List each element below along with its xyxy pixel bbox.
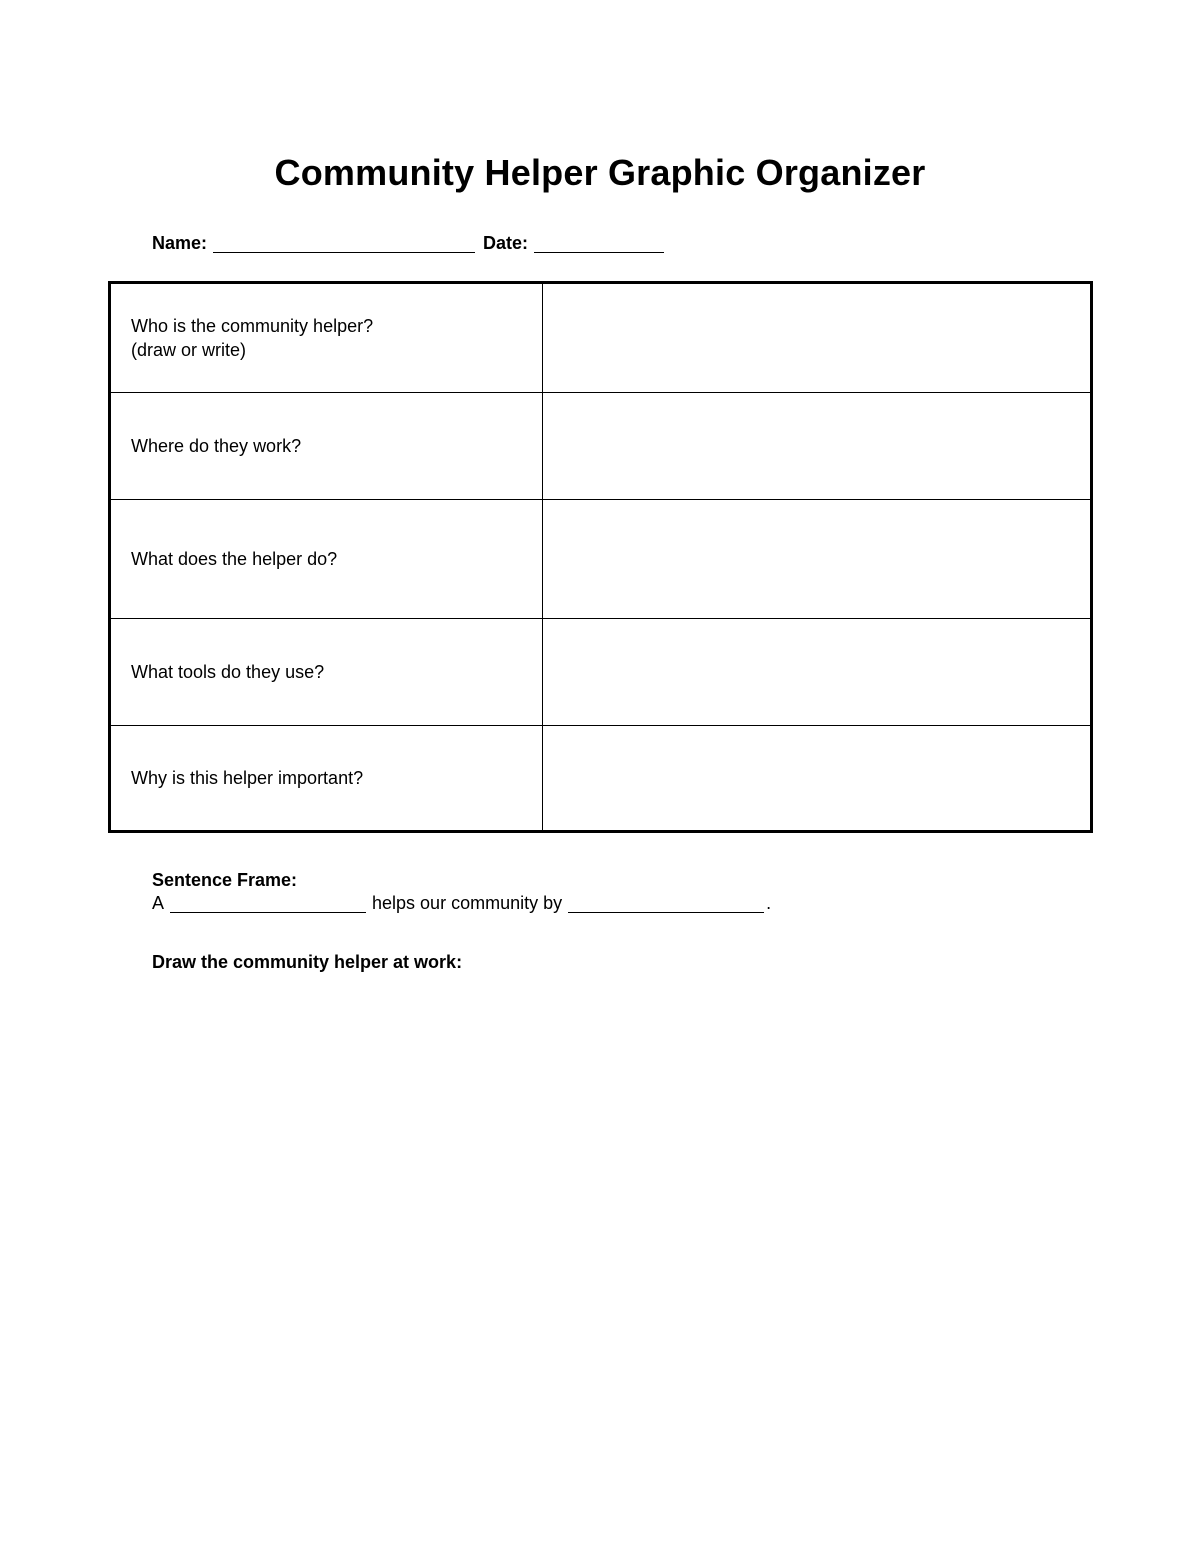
question-text: Where do they work? [131,436,302,456]
name-label: Name: [152,233,208,253]
organizer-table [108,281,1093,833]
answer-cell[interactable] [543,619,1090,725]
action-blank[interactable] [568,894,764,913]
answer-cell[interactable] [543,284,1090,392]
draw-section-label: Draw the community helper at work: [152,952,463,972]
drawing-area[interactable] [152,985,1048,1465]
sentence-frame-label: Sentence Frame: [152,870,298,890]
question-cell [111,619,543,725]
helper-blank[interactable] [170,894,366,913]
name-date-line [152,233,664,254]
sentence-middle: helps our community by [372,893,563,913]
question-text: What does the helper do? [131,549,338,569]
question-subtext: (draw or write) [131,340,247,360]
sentence-suffix: . [766,893,772,913]
name-field[interactable] [213,234,475,253]
table-row [111,619,1090,726]
date-label: Date: [483,233,529,253]
question-text: Who is the community helper? [131,316,374,336]
table-row [111,284,1090,393]
sentence-prefix: A [152,893,165,913]
answer-cell[interactable] [543,500,1090,618]
table-row [111,393,1090,500]
question-cell [111,726,543,830]
question-cell [111,393,543,499]
table-row [111,726,1090,830]
question-cell [111,500,543,618]
answer-cell[interactable] [543,726,1090,830]
page-title: Community Helper Graphic Organizer [274,152,926,193]
question-text: Why is this helper important? [131,768,364,788]
question-text: What tools do they use? [131,662,325,682]
sentence-frame [152,893,771,914]
answer-cell[interactable] [543,393,1090,499]
table-row [111,500,1090,619]
question-cell [111,284,543,392]
date-field[interactable] [534,234,664,253]
